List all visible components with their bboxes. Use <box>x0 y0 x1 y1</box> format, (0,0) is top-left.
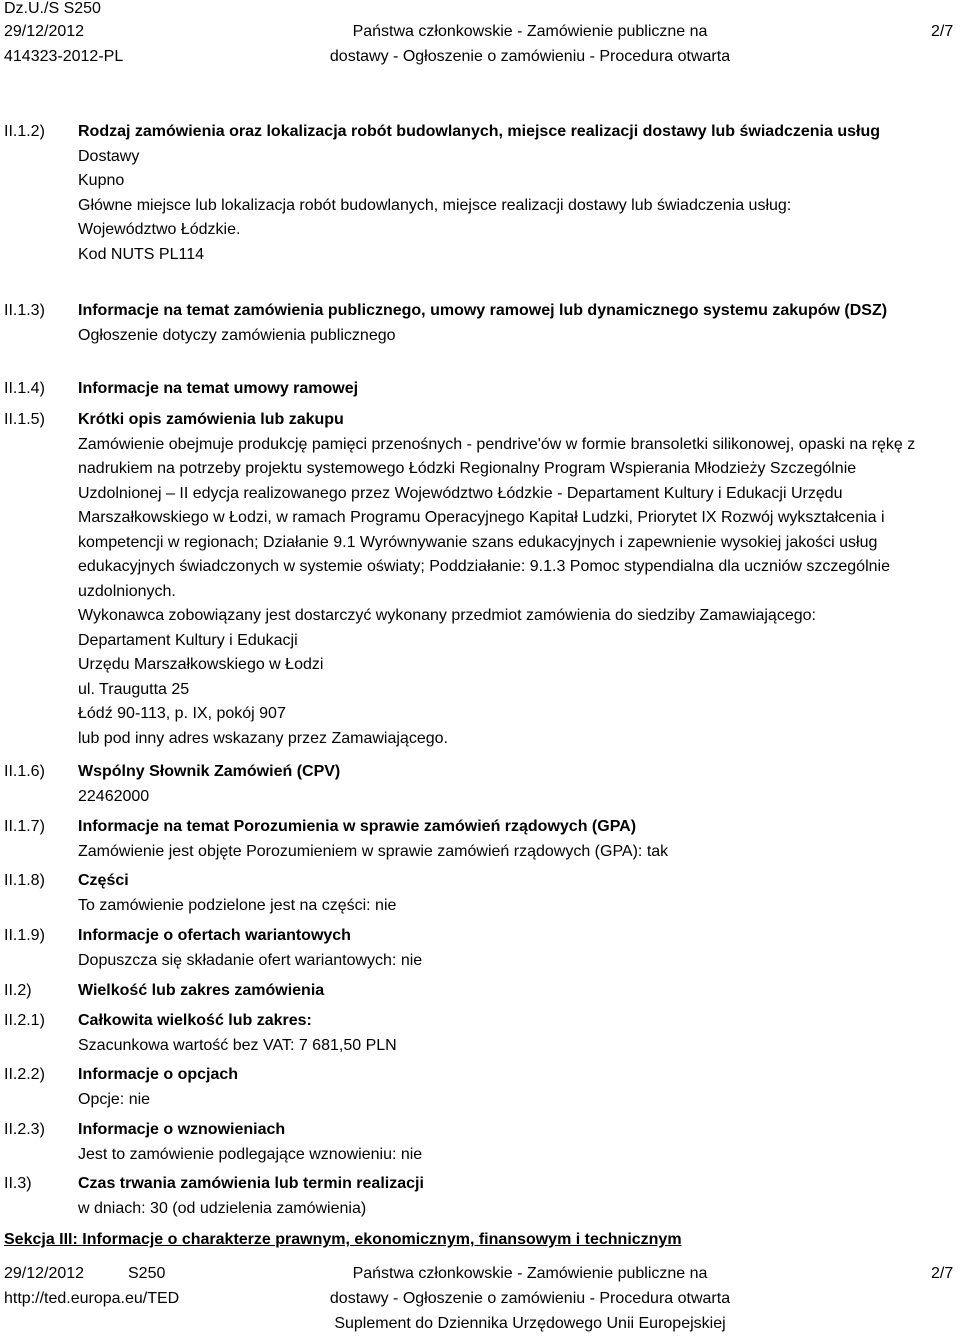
section-number: II.2) <box>4 982 32 999</box>
section-text: Urzędu Marszałkowskiego w Łodzi <box>78 656 324 673</box>
section-text: ul. Traugutta 25 <box>78 680 190 698</box>
notice-id: 414323-2012-PL <box>4 48 124 65</box>
section-heading: Czas trwania zamówienia lub termin realizacji <box>78 1175 424 1192</box>
section-text: Główne miejsce lub lokalizacja robót budowlanych, miejsce realizacji dostawy lub świadczenia usług: <box>78 196 792 214</box>
section-text: Kod NUTS PL114 <box>78 245 204 263</box>
section-text: Dostawy <box>78 147 140 165</box>
section-text: Województwo Łódzkie. <box>78 221 241 238</box>
section-text: Departament Kultury i Edukacji <box>78 631 298 649</box>
header-title-line2: dostawy - Ogłoszenie o zamówieniu - Procedura otwarta <box>329 48 731 65</box>
section-heading: Krótki opis zamówienia lub zakupu <box>78 411 344 428</box>
section-heading: Części <box>78 872 129 889</box>
header-page-number: 2/7 <box>931 23 954 40</box>
section-text: 22462000 <box>78 787 150 805</box>
section-number: II.1.8) <box>4 872 45 889</box>
footer-page-number: 2/7 <box>931 1265 954 1282</box>
section-number: II.1.7) <box>4 818 45 835</box>
section-number: II.1.3) <box>4 302 45 319</box>
section-heading: Wspólny Słownik Zamówień (CPV) <box>78 763 341 780</box>
footer-title-line1: Państwa członkowskie - Zamówienie publiczne na <box>352 1265 708 1282</box>
section-text: Łódź 90-113, p. IX, pokój 907 <box>78 705 286 722</box>
footer-title-line3: Suplement do Dziennika Urzędowego Unii Europejskiej <box>334 1315 726 1332</box>
section-text: Zamówienie jest objęte Porozumieniem w sprawie zamówień rządowych (GPA): tak <box>78 842 669 860</box>
page-footer <box>0 1262 960 1334</box>
section-heading: Całkowita wielkość lub zakres: <box>78 1012 312 1029</box>
journal-ref: Dz.U./S S250 <box>4 0 101 17</box>
section-heading: Informacje na temat Porozumienia w sprawie zamówień rządowych (GPA) <box>78 818 637 835</box>
footer-url[interactable]: http://ted.europa.eu/TED <box>4 1290 180 1307</box>
section-heading: Wielkość lub zakres zamówienia <box>78 982 325 999</box>
section-text: Wykonawca zobowiązany jest dostarczyć wykonany przedmiot zamówienia do siedziby Zamawiającego: <box>78 607 816 624</box>
section-text: lub pod inny adres wskazany przez Zamawiającego. <box>78 729 448 747</box>
section-number: II.2.3) <box>4 1121 45 1138</box>
section-text: w dniach: 30 (od udzielenia zamówienia) <box>78 1199 367 1217</box>
section-number: II.1.2) <box>4 123 45 140</box>
header-date: 29/12/2012 <box>4 23 85 40</box>
section-iii-heading: Sekcja III: Informacje o charakterze prawnym, ekonomicznym, finansowym i technicznym <box>4 1231 682 1248</box>
section-number: II.2.2) <box>4 1066 45 1083</box>
section-number: II.3) <box>4 1175 32 1192</box>
section-number: II.1.9) <box>4 927 45 944</box>
section-text: Szacunkowa wartość bez VAT: 7 681,50 PLN <box>78 1036 397 1054</box>
section-text: Ogłoszenie dotyczy zamówienia publicznego <box>78 326 396 344</box>
section-number: II.1.5) <box>4 411 45 428</box>
section-number: II.1.4) <box>4 380 45 397</box>
section-heading: Informacje o opcjach <box>78 1066 239 1083</box>
footer-issue: S250 <box>128 1265 166 1282</box>
header-title-line1: Państwa członkowskie - Zamówienie publiczne na <box>352 23 708 40</box>
section-heading: Informacje na temat zamówienia publicznego, umowy ramowej lub dynamicznego systemu zakupów (DSZ) <box>78 302 888 319</box>
section-text: Jest to zamówienie podlegające wznowieniu: nie <box>78 1145 423 1163</box>
section-text: Zamówienie obejmuje produkcję pamięci przenośnych - pendrive'ów w formie bransoletki silikonowej, opaski na rękę z nadrukiem na potrzeby projektu systemowego Łódzki Regionalny Program Wspierania Młodzieży Szczególnie Uzdolnionej – II edycja realizowanego przez Województwo Łódzkie - Departament Kultury i Edukacji Urzędu Marszałkowskiego w Łodzi, w ramach Programu Operacyjnego Kapitał Ludzki, Priorytet IX Rozwój wykształcenia i kompetencji w regionach; Działanie 9.1 Wyrównywanie szans edukacyjnych i zapewnienie wysokiej jakości usług edukacyjnych świadczonych w systemie oświaty; Poddziałanie: 9.1.3 Pomoc stypendialna dla uczniów szczególnie uzdolnionych. <box>78 435 916 600</box>
section-heading: Rodzaj zamówienia oraz lokalizacja robót budowlanych, miejsce realizacji dostawy lub świadczenia usług <box>78 123 880 140</box>
footer-date: 29/12/2012 <box>4 1265 85 1282</box>
section-number: II.2.1) <box>4 1012 45 1029</box>
section-heading: Informacje o ofertach wariantowych <box>78 927 351 944</box>
section-number: II.1.6) <box>4 763 45 780</box>
section-heading: Informacje o wznowieniach <box>78 1121 286 1138</box>
section-text: Kupno <box>78 172 125 189</box>
page-header <box>0 0 960 70</box>
section-text: Opcje: nie <box>78 1090 151 1108</box>
section-text: To zamówienie podzielone jest na części: nie <box>78 896 397 914</box>
section-text: Dopuszcza się składanie ofert wariantowych: nie <box>78 951 423 969</box>
section-heading: Informacje na temat umowy ramowej <box>78 380 359 397</box>
footer-title-line2: dostawy - Ogłoszenie o zamówieniu - Procedura otwarta <box>329 1290 731 1307</box>
